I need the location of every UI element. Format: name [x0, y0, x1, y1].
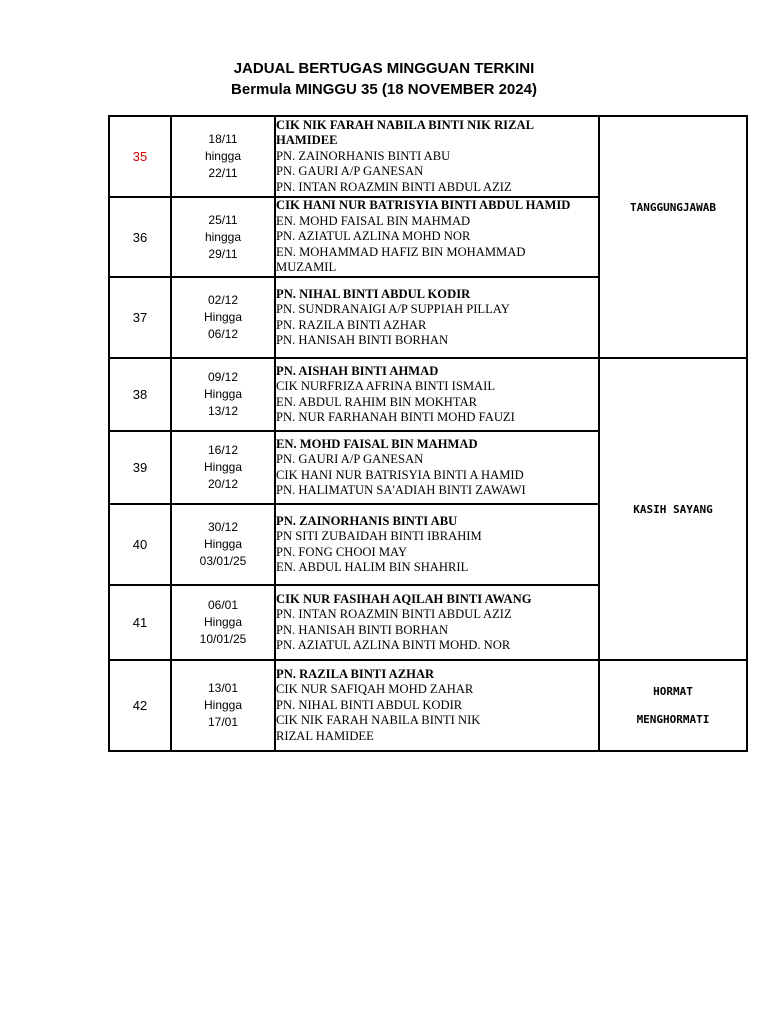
staff-member: PN. HANISAH BINTI BORHAN: [276, 622, 449, 637]
week-number: 41: [109, 585, 171, 660]
staff-member: PN. GAURI A/P GANESAN: [276, 164, 424, 179]
duty-schedule-table: [108, 115, 748, 752]
staff-member: EN. ABDUL HALIM BIN SHAHRIL: [276, 560, 469, 574]
staff-lead: PN. ZAINORHANIS BINTI ABU: [276, 513, 458, 528]
staff-member: PN. INTAN ROAZMIN BINTI ABDUL AZIZ: [276, 607, 512, 621]
staff-lead: PN. NIHAL BINTI ABDUL KODIR: [276, 286, 471, 301]
date-end: 22/11: [208, 166, 238, 180]
date-end: 20/12: [207, 477, 239, 491]
date-separator: Hingga: [203, 537, 243, 551]
staff-member: PN SITI ZUBAIDAH BINTI IBRAHIM: [276, 529, 482, 543]
staff-list: [275, 277, 599, 358]
date-end: 13/12: [207, 404, 239, 418]
date-start: 30/12: [207, 520, 239, 534]
date-separator: Hingga: [203, 310, 243, 324]
week-number: 39: [109, 431, 171, 504]
date-start: 02/12: [207, 293, 239, 307]
staff-list: [275, 358, 599, 431]
date-separator: Hingga: [203, 460, 243, 474]
page-subtitle: Bermula MINGGU 35 (18 NOVEMBER 2024): [231, 81, 537, 98]
week-number: 36: [109, 197, 171, 277]
date-start: 13/01: [207, 681, 239, 695]
value-cell-3: [599, 660, 747, 751]
date-start: 16/12: [207, 443, 239, 457]
staff-lead: CIK NUR FASIHAH AQILAH BINTI AWANG: [276, 591, 532, 606]
date-range: [171, 116, 275, 197]
date-separator: Hingga: [203, 387, 243, 401]
staff-member: PN. AZIATUL AZLINA BINTI MOHD. NOR: [276, 638, 511, 652]
date-separator: Hingga: [203, 615, 243, 629]
staff-member: PN. HANISAH BINTI BORHAN: [276, 333, 449, 347]
staff-lead: PN. RAZILA BINTI AZHAR: [276, 666, 435, 681]
week-number: 35: [109, 116, 171, 197]
value-label: HORMAT: [653, 684, 693, 698]
staff-member: PN. NIHAL BINTI ABDUL KODIR: [276, 697, 463, 712]
date-range: [171, 660, 275, 751]
staff-list: [275, 585, 599, 660]
date-separator: hingga: [204, 229, 242, 244]
date-end: 10/01/25: [199, 632, 247, 646]
date-range: [171, 358, 275, 431]
staff-member: PN. SUNDRANAIGI A/P SUPPIAH PILLAY: [276, 302, 510, 316]
date-end: 29/11: [208, 246, 238, 261]
date-start: 06/01: [207, 598, 239, 612]
value-label: KASIH SAYANG: [633, 502, 713, 516]
staff-list: [275, 116, 599, 197]
table-row: [109, 660, 747, 751]
staff-member: EN. ABDUL RAHIM BIN MOKHTAR: [276, 394, 478, 409]
staff-lead: CIK HANI NUR BATRISYIA BINTI ABDUL HAMID: [276, 198, 571, 213]
staff-member: CIK NIK FARAH NABILA BINTI NIK: [276, 713, 481, 728]
date-range: [171, 504, 275, 585]
staff-list: [275, 431, 599, 504]
staff-member: RIZAL HAMIDEE: [276, 728, 374, 743]
week-number: 42: [109, 660, 171, 751]
staff-member: PN. HALIMATUN SA'ADIAH BINTI ZAWAWI: [276, 483, 526, 497]
staff-lead: CIK NIK FARAH NABILA BINTI NIK RIZAL: [276, 117, 534, 132]
staff-member: PN. AZIATUL AZLINA MOHD NOR: [276, 229, 471, 244]
date-end: 17/01: [207, 715, 239, 729]
staff-member: PN. NUR FARHANAH BINTI MOHD FAUZI: [276, 410, 515, 424]
staff-member: PN. RAZILA BINTI AZHAR: [276, 317, 427, 332]
date-start: 09/12: [207, 370, 239, 384]
date-separator: hingga: [204, 149, 242, 163]
date-range: [171, 197, 275, 277]
staff-list: [275, 197, 599, 277]
week-number: 38: [109, 358, 171, 431]
date-range: [171, 277, 275, 358]
staff-member: EN. MOHAMMAD HAFIZ BIN MOHAMMAD: [276, 244, 526, 259]
table-row: [109, 116, 747, 197]
staff-member: PN. ZAINORHANIS BINTI ABU: [276, 148, 451, 163]
value-label: TANGGUNGJAWAB: [629, 201, 717, 214]
staff-member: CIK HANI NUR BATRISYIA BINTI A HAMID: [276, 467, 524, 482]
table-row: [109, 358, 747, 431]
staff-member: PN. GAURI A/P GANESAN: [276, 452, 424, 466]
date-end: 06/12: [207, 327, 239, 341]
week-number: 37: [109, 277, 171, 358]
date-separator: Hingga: [203, 698, 243, 712]
staff-member: PN. FONG CHOOI MAY: [276, 544, 408, 559]
staff-member: MUZAMIL: [276, 260, 337, 275]
date-start: 25/11: [208, 212, 238, 227]
date-end: 03/01/25: [199, 554, 247, 568]
week-number: 40: [109, 504, 171, 585]
staff-member: EN. MOHD FAISAL BIN MAHMAD: [276, 213, 471, 228]
staff-lead: PN. AISHAH BINTI AHMAD: [276, 363, 439, 378]
staff-member: CIK NUR SAFIQAH MOHD ZAHAR: [276, 682, 474, 697]
staff-list: [275, 660, 599, 751]
staff-member: CIK NURFRIZA AFRINA BINTI ISMAIL: [276, 379, 496, 393]
date-range: [171, 431, 275, 504]
staff-member: PN. INTAN ROAZMIN BINTI ABDUL AZIZ: [276, 179, 512, 194]
date-range: [171, 585, 275, 660]
value-cell-2: [599, 358, 747, 660]
page-title: JADUAL BERTUGAS MINGGUAN TERKINI: [233, 60, 535, 77]
staff-list: [275, 504, 599, 585]
staff-lead: EN. MOHD FAISAL BIN MAHMAD: [276, 436, 478, 451]
value-cell-1: [599, 116, 747, 358]
date-start: 18/11: [208, 132, 238, 146]
staff-lead-cont: HAMIDEE: [276, 133, 338, 148]
value-label: MENGHORMATI: [636, 712, 710, 726]
